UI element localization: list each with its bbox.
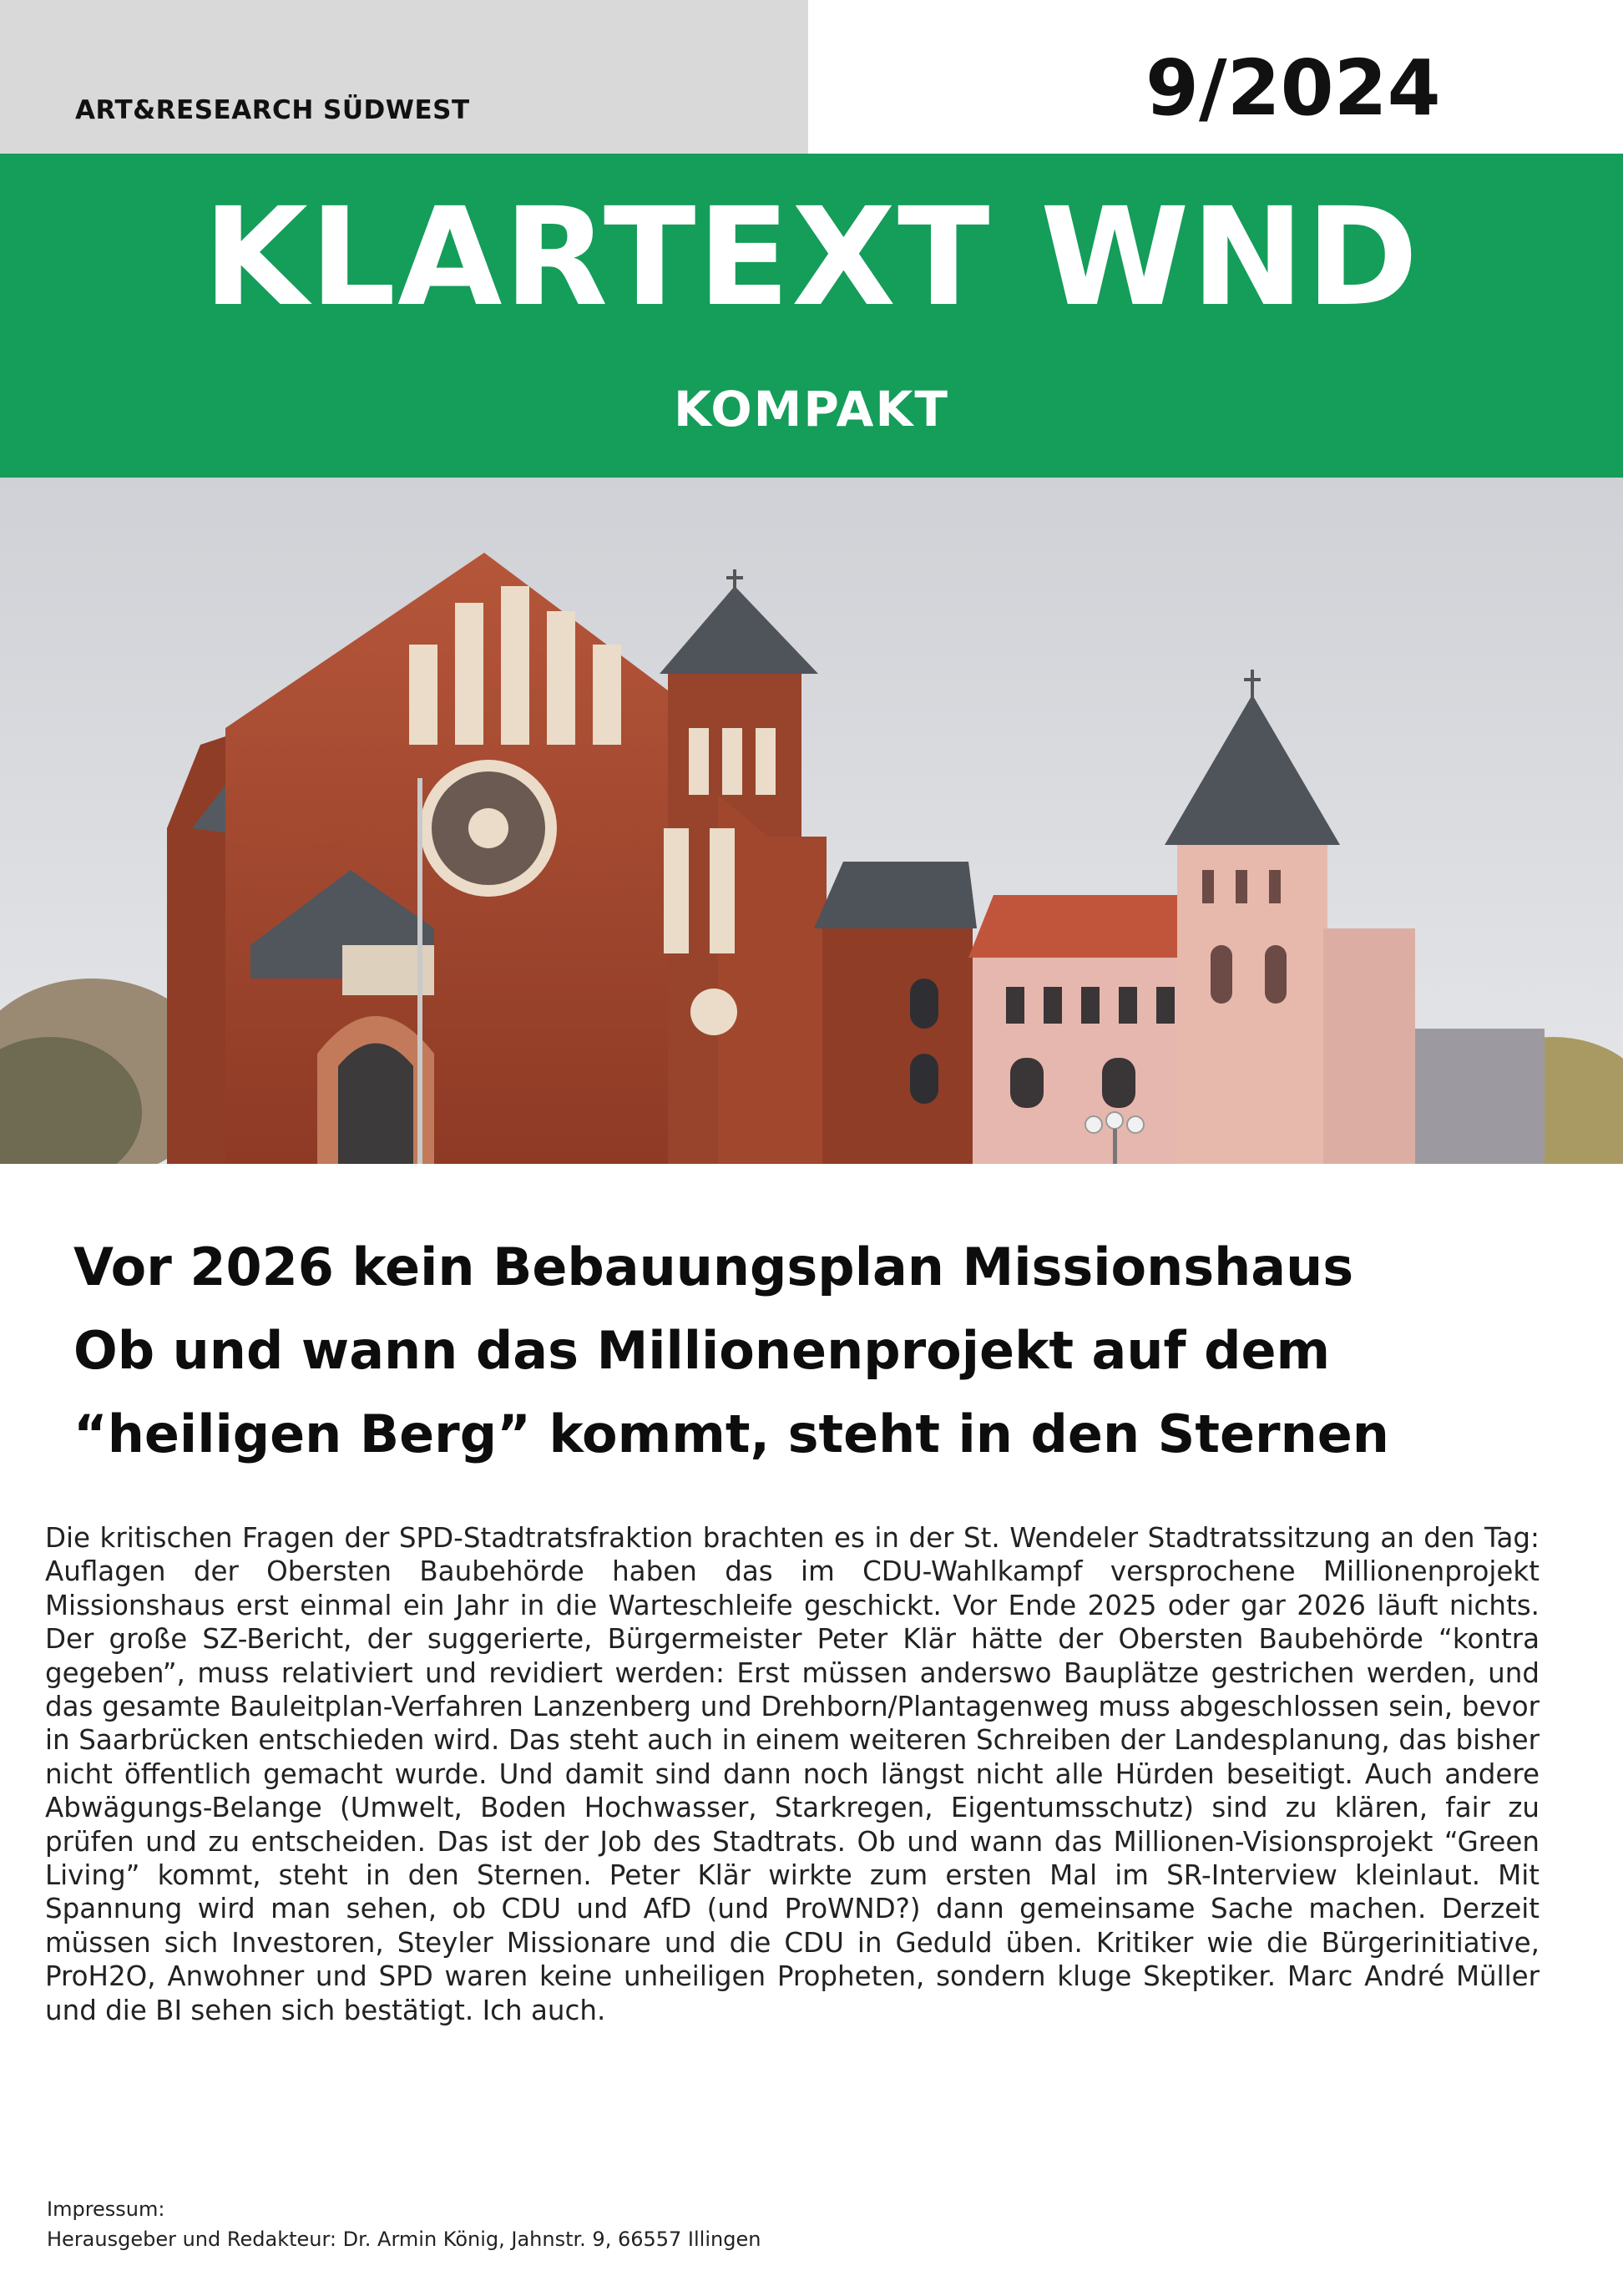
publisher-name: ART&RESEARCH SÜDWEST <box>75 95 470 125</box>
church-photo-icon <box>0 478 1623 1164</box>
title-banner <box>0 154 1623 478</box>
impressum <box>47 2194 761 2254</box>
headline-line-3: “heiligen Berg” kommt, steht in den Sternen <box>73 1403 1389 1464</box>
headline-line-2: Ob und wann das Millionenprojekt auf dem <box>73 1320 1331 1381</box>
headline-line-1: Vor 2026 kein Bebauungsplan Missionshaus <box>73 1237 1354 1297</box>
header-topbar <box>0 0 808 154</box>
article-headline <box>73 1226 1593 1476</box>
impressum-label: Impressum: <box>47 2197 165 2221</box>
newsletter-title: KLARTEXT WND <box>203 180 1420 336</box>
issue-number: 9/2024 <box>1145 43 1441 133</box>
article-body: Die kritischen Fragen der SPD-Stadtratsfraktion brachten es in der St. Wendeler Stadtratssitzung an den Tag: Auflagen der Obersten Baubehörde haben das im CDU-Wahlkampf versprochene Millionenprojekt Missionshaus erst einmal ein Jahr in die Warteschleife geschickt. Vor Ende 2025 oder gar 2026 läuft nichts. Der große SZ-Bericht, der suggerierte, Bürgermeister Peter Klär hätte der Obersten Baubehörde “kontra gegeben”, muss relativiert und revidiert werden: Erst müssen anderswo Bauplätze gestrichen werden, und das gesamte Bauleitplan-Verfahren Lanzenberg und Drehborn/Plantagenweg muss abgeschlossen sein, bevor in Saarbrücken entschieden wird. Das steht auch in einem weiteren Schreiben der Landesplanung, das bisher nicht öffentlich gemacht wurde. Und damit sind dann noch längst nicht alle Hürden beseitigt. Auch andere Abwägungs-Belange (Umwelt, Boden Hochwasser, Starkregen, Eigentumsschutz) sind zu klären, fair zu prüfen und zu entscheiden. Das ist der Job des Stadtrats. Ob und wann das Millionen-Visionsprojekt “Green Living” kommt, steht in den Sternen. Peter Klär wirkte zum ersten Mal im SR-Interview kleinlaut. Mit Spannung wird man sehen, ob CDU und AfD (und ProWND?) dann gemeinsame Sache machen. Derzeit müssen sich Investoren, Steyler Missionare und die CDU in Geduld üben. Kritiker wie die Bürgerinitiative, ProH2O, Anwohner und SPD waren keine unheiligen Propheten, sondern kluge Skeptiker. Marc André Müller und die BI sehen sich bestätigt. Ich auch. <box>45 1522 1540 2026</box>
impressum-publisher-line: Herausgeber und Redakteur: Dr. Armin König, Jahnstr. 9, 66557 Illingen <box>47 2228 761 2251</box>
newsletter-subtitle: KOMPAKT <box>674 381 949 437</box>
